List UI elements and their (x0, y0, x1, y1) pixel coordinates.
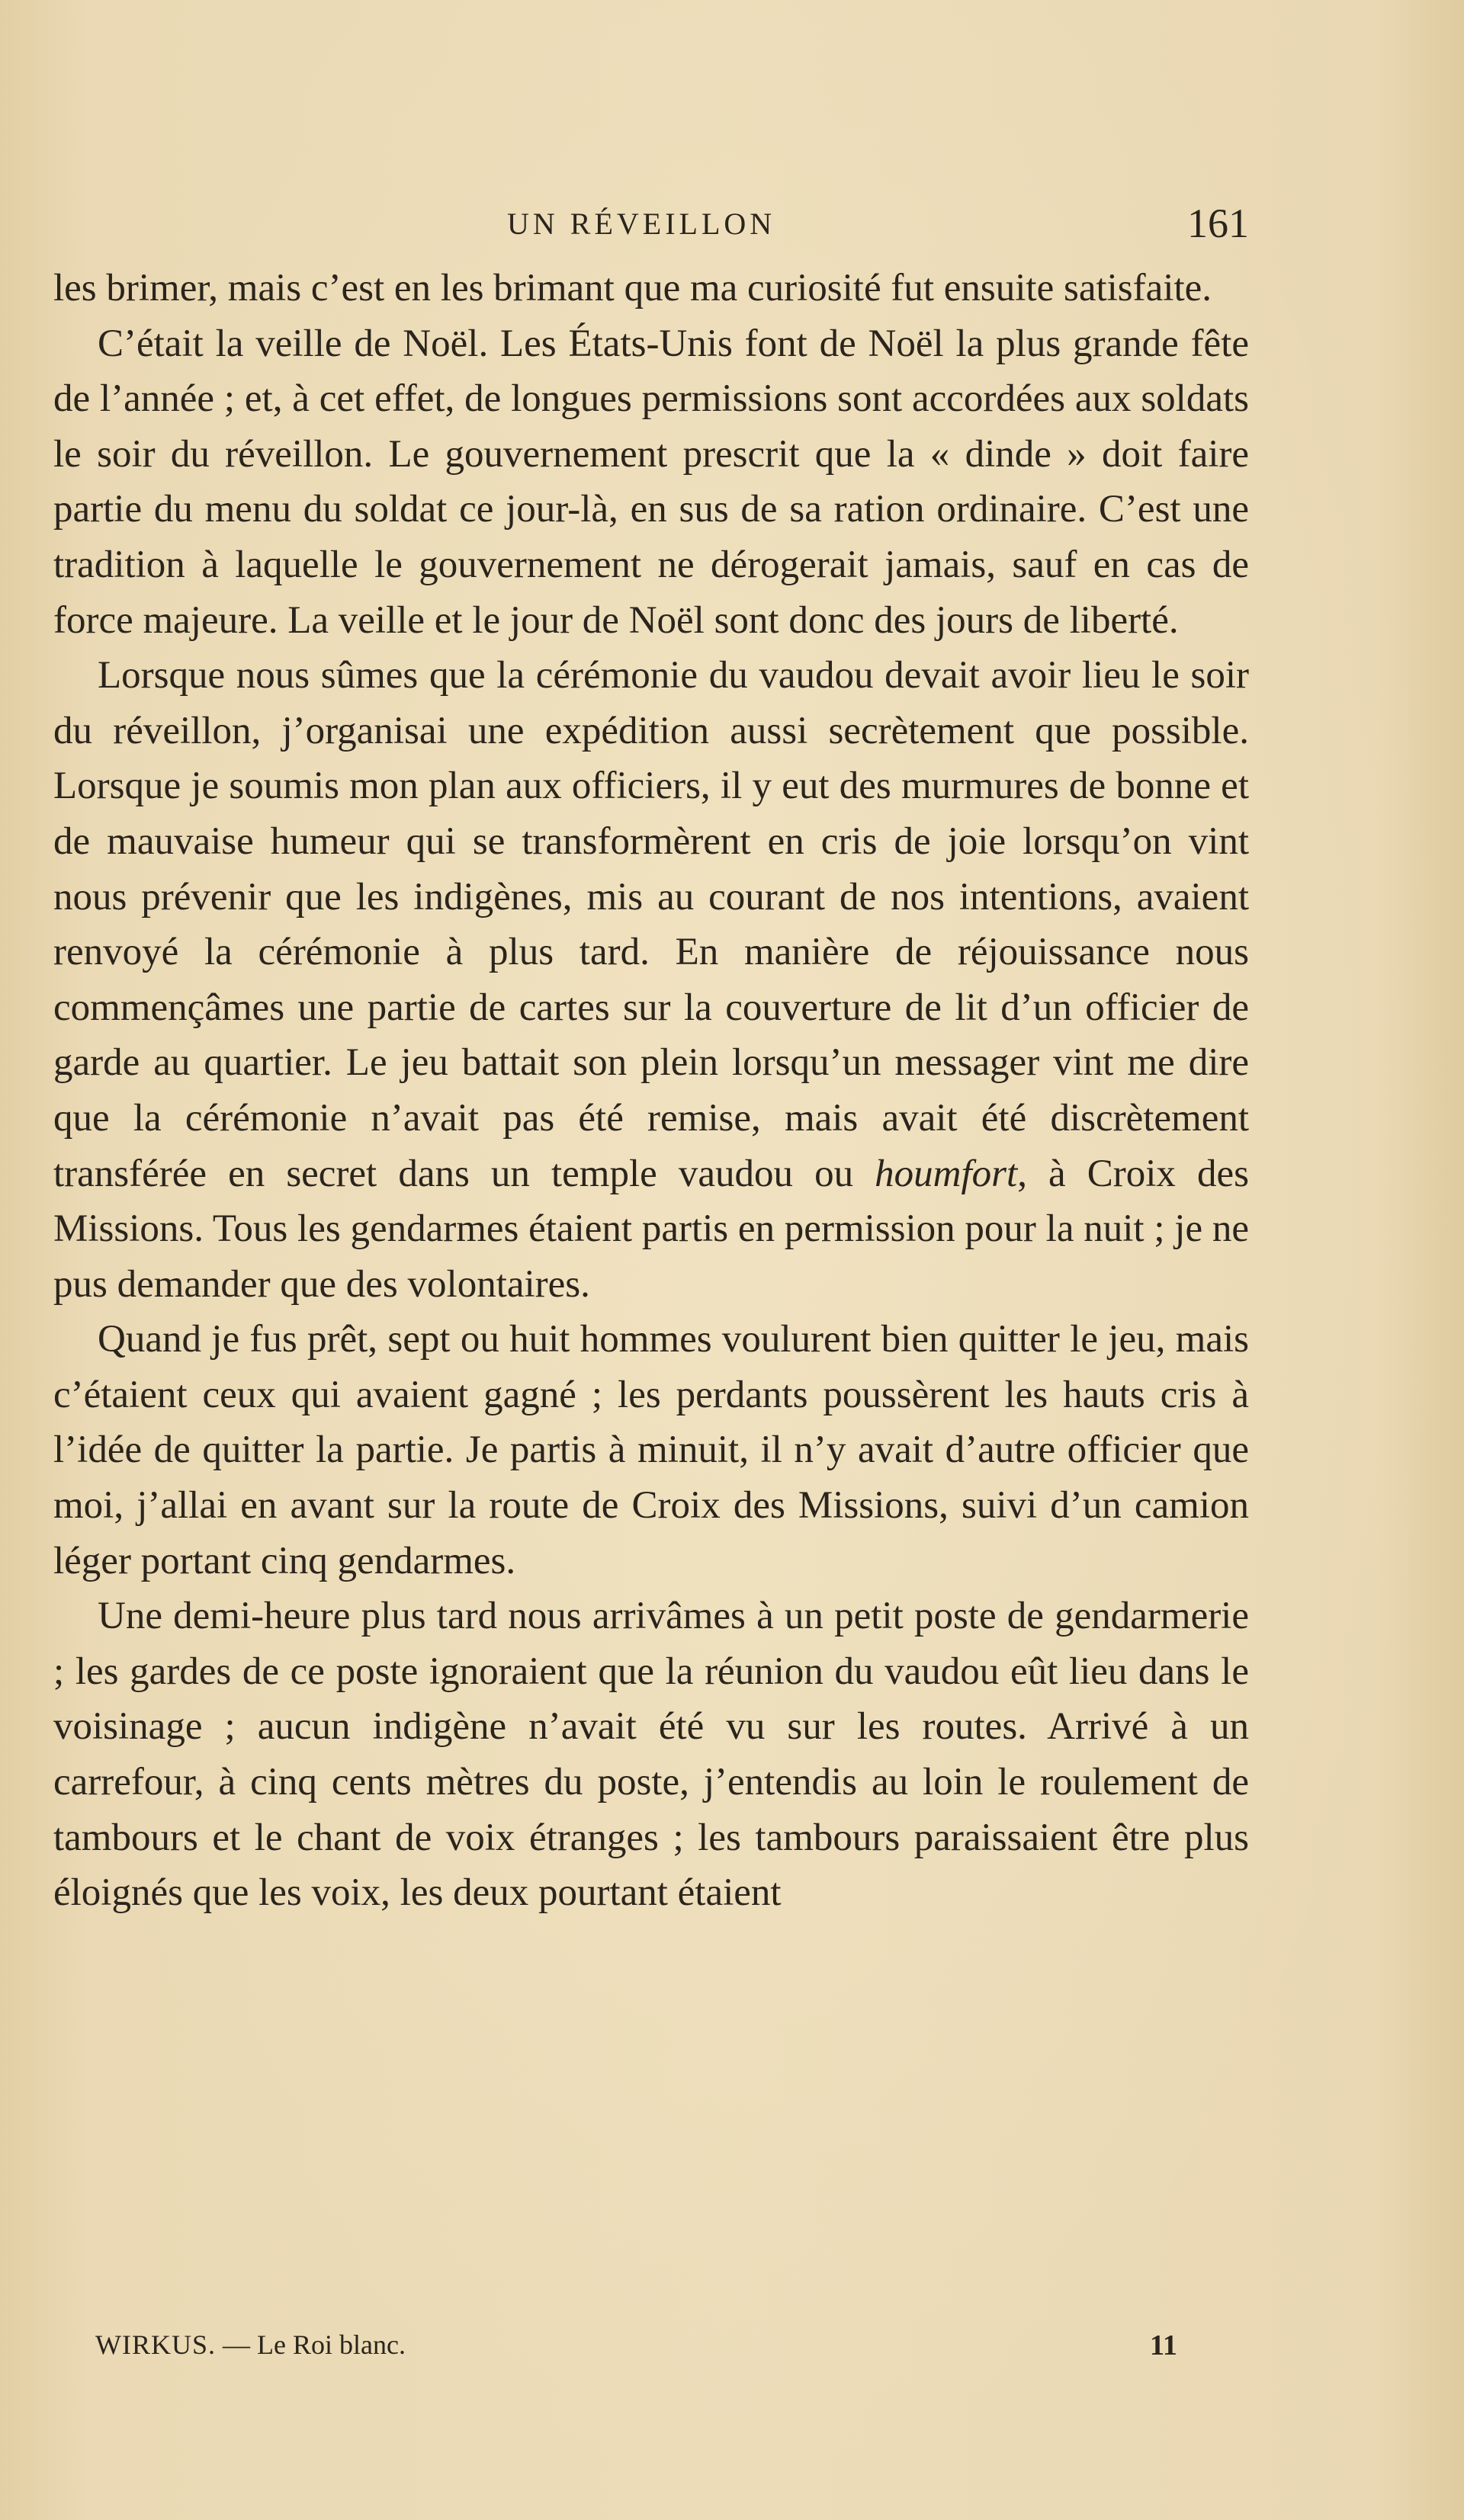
paragraph-3-text: Lorsque nous sûmes que la cérémonie du vaudou devait avoir lieu le soir du réveillon, j’organisai une expédition aussi secrètement que possible. Lorsque je soumis mon plan aux officiers, il y eut des murmures de bonne et de mauvaise humeur qui se transformèrent en cris de joie lorsqu’on vint nous prévenir que les indigènes, mis au courant de nos intentions, avaient renvoyé la cérémonie à plus tard. En manière de réjouissance nous commençâmes une partie de cartes sur la couverture de lit d’un officier de garde au quartier. Le jeu battait son plein lorsqu’un messager vint me dire que la cérémonie n’avait pas été remise, mais avait été discrètement transférée en secret dans un temple vaudou ou (53, 654, 1249, 1195)
signature-number: 11 (1150, 2329, 1177, 2361)
running-head: UN RÉVEILLON (507, 207, 776, 241)
signature-title: — Le Roi blanc. (216, 2329, 406, 2360)
paragraph-1: les brimer, mais c’est en les brimant que ma curiosité fut ensuite satisfaite. (53, 267, 1212, 309)
paragraph-2: C’était la veille de Noël. Les États-Unis font de Noël la plus grande fête de l’année ; et, à cet effet, de longues permissions sont accordées aux soldats le soir du réveillon. Le gouvernement prescrit que la « dinde » doit faire partie du menu du soldat ce jour-là, en sus de sa ration ordinaire. C’est une tradition à laquelle le gouvernement ne dérogerait jamais, sauf en cas de force majeure. La veille et le jour de Noël sont donc des jours de liberté. (53, 322, 1249, 642)
paragraph-5: Une demi-heure plus tard nous arrivâmes à un petit poste de gendarmerie ; les gardes de ce poste ignoraient que la réunion du vaudou eût lieu dans le voisinage ; aucun indigène n’avait été vu sur les routes. Arrivé à un carrefour, à cinq cents mètres du poste, j’entendis au loin le roulement de tambours et le chant de voix étranges ; les tambours paraissaient être plus éloignés que les voix, les deux pourtant étaient (53, 1595, 1249, 1915)
body-text (53, 261, 1249, 1921)
signature-author: WIRKUS. (95, 2329, 216, 2360)
paragraph-4: Quand je fus prêt, sept ou huit hommes voulurent bien quitter le jeu, mais c’étaient ceux qui avaient gagné ; les perdants poussèrent les hauts cris à l’idée de quitter la partie. Je partis à minuit, il n’y avait d’autre officier que moi, j’allai en avant sur la route de Croix des Missions, suivi d’un camion léger portant cinq gendarmes. (53, 1318, 1249, 1582)
paragraph-3 (53, 648, 1249, 1312)
page-header (0, 200, 1464, 253)
page-number: 161 (1187, 200, 1249, 246)
page-footer (0, 2329, 1464, 2374)
paragraph-3-continuation: , à Croix des Missions. Tous les gendarmes étaient partis en permission pour la nuit ; je ne pus demander que des volontaires. (53, 1152, 1250, 1306)
italic-term: houmfort (875, 1152, 1018, 1195)
printer-signature (95, 2329, 406, 2361)
